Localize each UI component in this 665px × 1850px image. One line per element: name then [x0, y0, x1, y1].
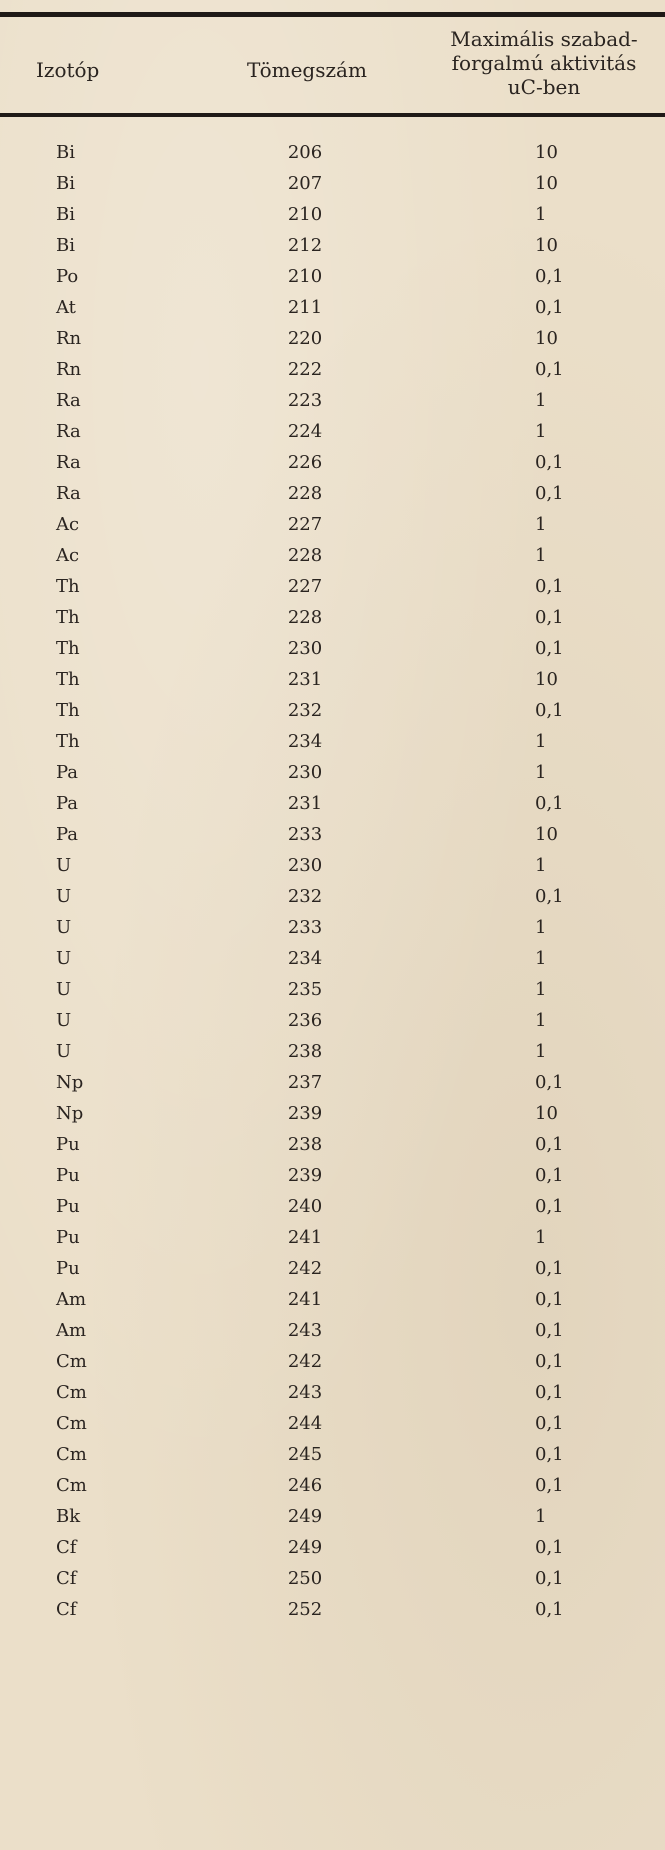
mass-number-cell: 224	[287, 421, 323, 442]
isotope-cell: Bi	[56, 173, 75, 194]
table-row	[0, 1005, 665, 1036]
mass-number-cell: 232	[287, 886, 323, 907]
mass-number-cell: 234	[287, 948, 323, 969]
mass-number-cell: 250	[287, 1568, 323, 1589]
activity-cell: 0,1	[535, 266, 564, 287]
table-row	[0, 1346, 665, 1377]
isotope-cell: Cm	[56, 1475, 87, 1496]
activity-cell: 1	[535, 421, 547, 442]
isotope-cell: Th	[56, 731, 80, 752]
mass-number-cell: 234	[287, 731, 323, 752]
isotope-cell: Th	[56, 638, 80, 659]
mass-number-cell: 243	[287, 1320, 323, 1341]
activity-header-line-2: forgalmú aktivitás	[451, 51, 637, 75]
isotope-cell: Bi	[56, 235, 75, 256]
table-row	[0, 788, 665, 819]
mass-number-cell: 228	[287, 607, 323, 628]
table-row	[0, 664, 665, 695]
activity-cell: 0,1	[535, 1568, 564, 1589]
table-row	[0, 819, 665, 850]
mass-number-cell: 249	[287, 1506, 323, 1527]
table-row	[0, 1222, 665, 1253]
isotope-cell: U	[56, 979, 72, 1000]
table-row	[0, 1408, 665, 1439]
table-row	[0, 447, 665, 478]
mass-number-cell: 212	[287, 235, 323, 256]
table-row	[0, 1501, 665, 1532]
mass-number-cell: 239	[287, 1165, 323, 1186]
isotope-cell: Cm	[56, 1413, 87, 1434]
activity-cell: 1	[535, 514, 547, 535]
activity-cell: 1	[535, 979, 547, 1000]
mass-number-cell: 245	[287, 1444, 323, 1465]
table-row	[0, 633, 665, 664]
mass-number-cell: 233	[287, 824, 323, 845]
isotope-cell: Bi	[56, 204, 75, 225]
activity-cell: 1	[535, 204, 547, 225]
mass-number-cell: 227	[287, 576, 323, 597]
mass-number-cell: 222	[287, 359, 323, 380]
activity-cell: 10	[535, 328, 558, 349]
isotope-cell: Ra	[56, 421, 81, 442]
table-body	[0, 137, 665, 1625]
mass-number-cell: 227	[287, 514, 323, 535]
isotope-cell: Np	[56, 1103, 84, 1124]
isotope-cell: Am	[56, 1289, 87, 1310]
table-row	[0, 137, 665, 168]
activity-cell: 0,1	[535, 1320, 564, 1341]
table-row	[0, 354, 665, 385]
activity-cell: 0,1	[535, 1382, 564, 1403]
activity-cell: 0,1	[535, 1258, 564, 1279]
activity-cell: 10	[535, 669, 558, 690]
table-row	[0, 602, 665, 633]
mass-number-cell: 230	[287, 762, 323, 783]
table-row	[0, 540, 665, 571]
activity-cell: 1	[535, 390, 547, 411]
isotope-cell: At	[56, 297, 76, 318]
table-row	[0, 1129, 665, 1160]
activity-cell: 1	[535, 1010, 547, 1031]
mass-number-cell: 230	[287, 638, 323, 659]
table-row	[0, 509, 665, 540]
table-row	[0, 1594, 665, 1625]
activity-cell: 10	[535, 235, 558, 256]
table-row	[0, 1191, 665, 1222]
table-row	[0, 943, 665, 974]
mass-number-cell: 237	[287, 1072, 323, 1093]
activity-cell: 1	[535, 1041, 547, 1062]
activity-cell: 10	[535, 142, 558, 163]
isotope-cell: Pu	[56, 1227, 80, 1248]
activity-column-header	[423, 27, 665, 99]
isotope-cell: Cm	[56, 1444, 87, 1465]
activity-cell: 10	[535, 173, 558, 194]
mass-number-cell: 211	[287, 297, 323, 318]
activity-cell: 0,1	[535, 1289, 564, 1310]
activity-cell: 0,1	[535, 1196, 564, 1217]
isotope-cell: U	[56, 1010, 72, 1031]
activity-cell: 0,1	[535, 452, 564, 473]
isotope-cell: Am	[56, 1320, 87, 1341]
mass-number-cell: 239	[287, 1103, 323, 1124]
table-row	[0, 1253, 665, 1284]
table-row	[0, 1160, 665, 1191]
activity-cell: 10	[535, 824, 558, 845]
activity-cell: 1	[535, 917, 547, 938]
mass-number-cell: 210	[287, 204, 323, 225]
mass-number-column-header: Tömegszám	[247, 58, 367, 82]
activity-cell: 10	[535, 1103, 558, 1124]
activity-cell: 0,1	[535, 1599, 564, 1620]
activity-header-line-1: Maximális szabad-	[450, 27, 638, 51]
table-row	[0, 199, 665, 230]
table-row	[0, 1439, 665, 1470]
activity-cell: 0,1	[535, 1475, 564, 1496]
table-row	[0, 1532, 665, 1563]
table-row	[0, 385, 665, 416]
mass-number-cell: 223	[287, 390, 323, 411]
isotope-cell: Pa	[56, 824, 79, 845]
isotope-cell: Pu	[56, 1196, 80, 1217]
mass-number-cell: 242	[287, 1258, 323, 1279]
activity-header-line-3: uC-ben	[507, 75, 581, 99]
table-row	[0, 881, 665, 912]
isotope-cell: Ra	[56, 390, 81, 411]
mass-number-cell: 244	[287, 1413, 323, 1434]
table-row	[0, 1036, 665, 1067]
activity-cell: 0,1	[535, 638, 564, 659]
mass-number-cell: 231	[287, 669, 323, 690]
activity-cell: 1	[535, 948, 547, 969]
table-row	[0, 168, 665, 199]
activity-cell: 0,1	[535, 1165, 564, 1186]
mass-number-cell: 210	[287, 266, 323, 287]
activity-cell: 0,1	[535, 297, 564, 318]
activity-cell: 0,1	[535, 1413, 564, 1434]
activity-cell: 0,1	[535, 1537, 564, 1558]
isotope-cell: Pu	[56, 1258, 80, 1279]
activity-cell: 0,1	[535, 886, 564, 907]
activity-cell: 1	[535, 545, 547, 566]
table-row	[0, 1284, 665, 1315]
mass-number-cell: 235	[287, 979, 323, 1000]
isotope-cell: U	[56, 917, 72, 938]
mass-number-cell: 206	[287, 142, 323, 163]
isotope-column-header: Izotóp	[36, 58, 100, 82]
activity-cell: 0,1	[535, 793, 564, 814]
mass-number-cell: 233	[287, 917, 323, 938]
isotope-cell: Cm	[56, 1351, 87, 1372]
table-row	[0, 757, 665, 788]
isotope-cell: Po	[56, 266, 79, 287]
table-row	[0, 695, 665, 726]
mass-number-cell: 230	[287, 855, 323, 876]
mass-number-cell: 243	[287, 1382, 323, 1403]
header-bottom-rule	[0, 113, 665, 117]
isotope-cell: Th	[56, 669, 80, 690]
mass-number-cell: 241	[287, 1289, 323, 1310]
activity-cell: 0,1	[535, 1072, 564, 1093]
table-row	[0, 571, 665, 602]
mass-number-cell: 236	[287, 1010, 323, 1031]
mass-number-cell: 228	[287, 483, 323, 504]
table-row	[0, 1470, 665, 1501]
mass-number-cell: 238	[287, 1134, 323, 1155]
table-row	[0, 416, 665, 447]
isotope-cell: Th	[56, 700, 80, 721]
activity-cell: 1	[535, 855, 547, 876]
mass-number-cell: 252	[287, 1599, 323, 1620]
table-row	[0, 323, 665, 354]
isotope-cell: Ac	[56, 545, 80, 566]
isotope-cell: Ra	[56, 483, 81, 504]
mass-number-cell: 241	[287, 1227, 323, 1248]
isotope-cell: Np	[56, 1072, 84, 1093]
table-row	[0, 1377, 665, 1408]
isotope-cell: Pa	[56, 793, 79, 814]
table-row	[0, 850, 665, 881]
isotope-cell: Bi	[56, 142, 75, 163]
table-row	[0, 974, 665, 1005]
mass-number-cell: 220	[287, 328, 323, 349]
mass-number-cell: 226	[287, 452, 323, 473]
isotope-cell: Ra	[56, 452, 81, 473]
isotope-cell: U	[56, 948, 72, 969]
isotope-cell: Pa	[56, 762, 79, 783]
activity-cell: 0,1	[535, 483, 564, 504]
table-row	[0, 726, 665, 757]
isotope-cell: Rn	[56, 328, 82, 349]
table-row	[0, 230, 665, 261]
isotope-cell: Rn	[56, 359, 82, 380]
table-row	[0, 1563, 665, 1594]
mass-number-cell: 228	[287, 545, 323, 566]
activity-cell: 0,1	[535, 359, 564, 380]
mass-number-cell: 238	[287, 1041, 323, 1062]
isotope-cell: Ac	[56, 514, 80, 535]
mass-number-cell: 240	[287, 1196, 323, 1217]
activity-cell: 0,1	[535, 700, 564, 721]
isotope-cell: Pu	[56, 1134, 80, 1155]
mass-number-cell: 232	[287, 700, 323, 721]
activity-cell: 1	[535, 762, 547, 783]
table-header	[0, 17, 665, 113]
isotope-cell: U	[56, 1041, 72, 1062]
activity-cell: 1	[535, 1227, 547, 1248]
mass-number-cell: 249	[287, 1537, 323, 1558]
activity-cell: 0,1	[535, 1444, 564, 1465]
mass-number-cell: 242	[287, 1351, 323, 1372]
activity-cell: 1	[535, 731, 547, 752]
table-row	[0, 261, 665, 292]
isotope-cell: Cf	[56, 1568, 77, 1589]
table-row	[0, 1315, 665, 1346]
table-row	[0, 292, 665, 323]
activity-cell: 0,1	[535, 576, 564, 597]
table-row	[0, 1067, 665, 1098]
activity-cell: 0,1	[535, 607, 564, 628]
mass-number-cell: 246	[287, 1475, 323, 1496]
activity-cell: 0,1	[535, 1351, 564, 1372]
isotope-cell: Cm	[56, 1382, 87, 1403]
table-row	[0, 478, 665, 509]
isotope-cell: U	[56, 886, 72, 907]
mass-number-cell: 207	[287, 173, 323, 194]
table-row	[0, 1098, 665, 1129]
isotope-cell: Bk	[56, 1506, 81, 1527]
isotope-cell: U	[56, 855, 72, 876]
isotope-cell: Pu	[56, 1165, 80, 1186]
mass-number-cell: 231	[287, 793, 323, 814]
isotope-cell: Cf	[56, 1599, 77, 1620]
isotope-cell: Cf	[56, 1537, 77, 1558]
table-row	[0, 912, 665, 943]
activity-cell: 1	[535, 1506, 547, 1527]
activity-cell: 0,1	[535, 1134, 564, 1155]
isotope-cell: Th	[56, 576, 80, 597]
isotope-cell: Th	[56, 607, 80, 628]
